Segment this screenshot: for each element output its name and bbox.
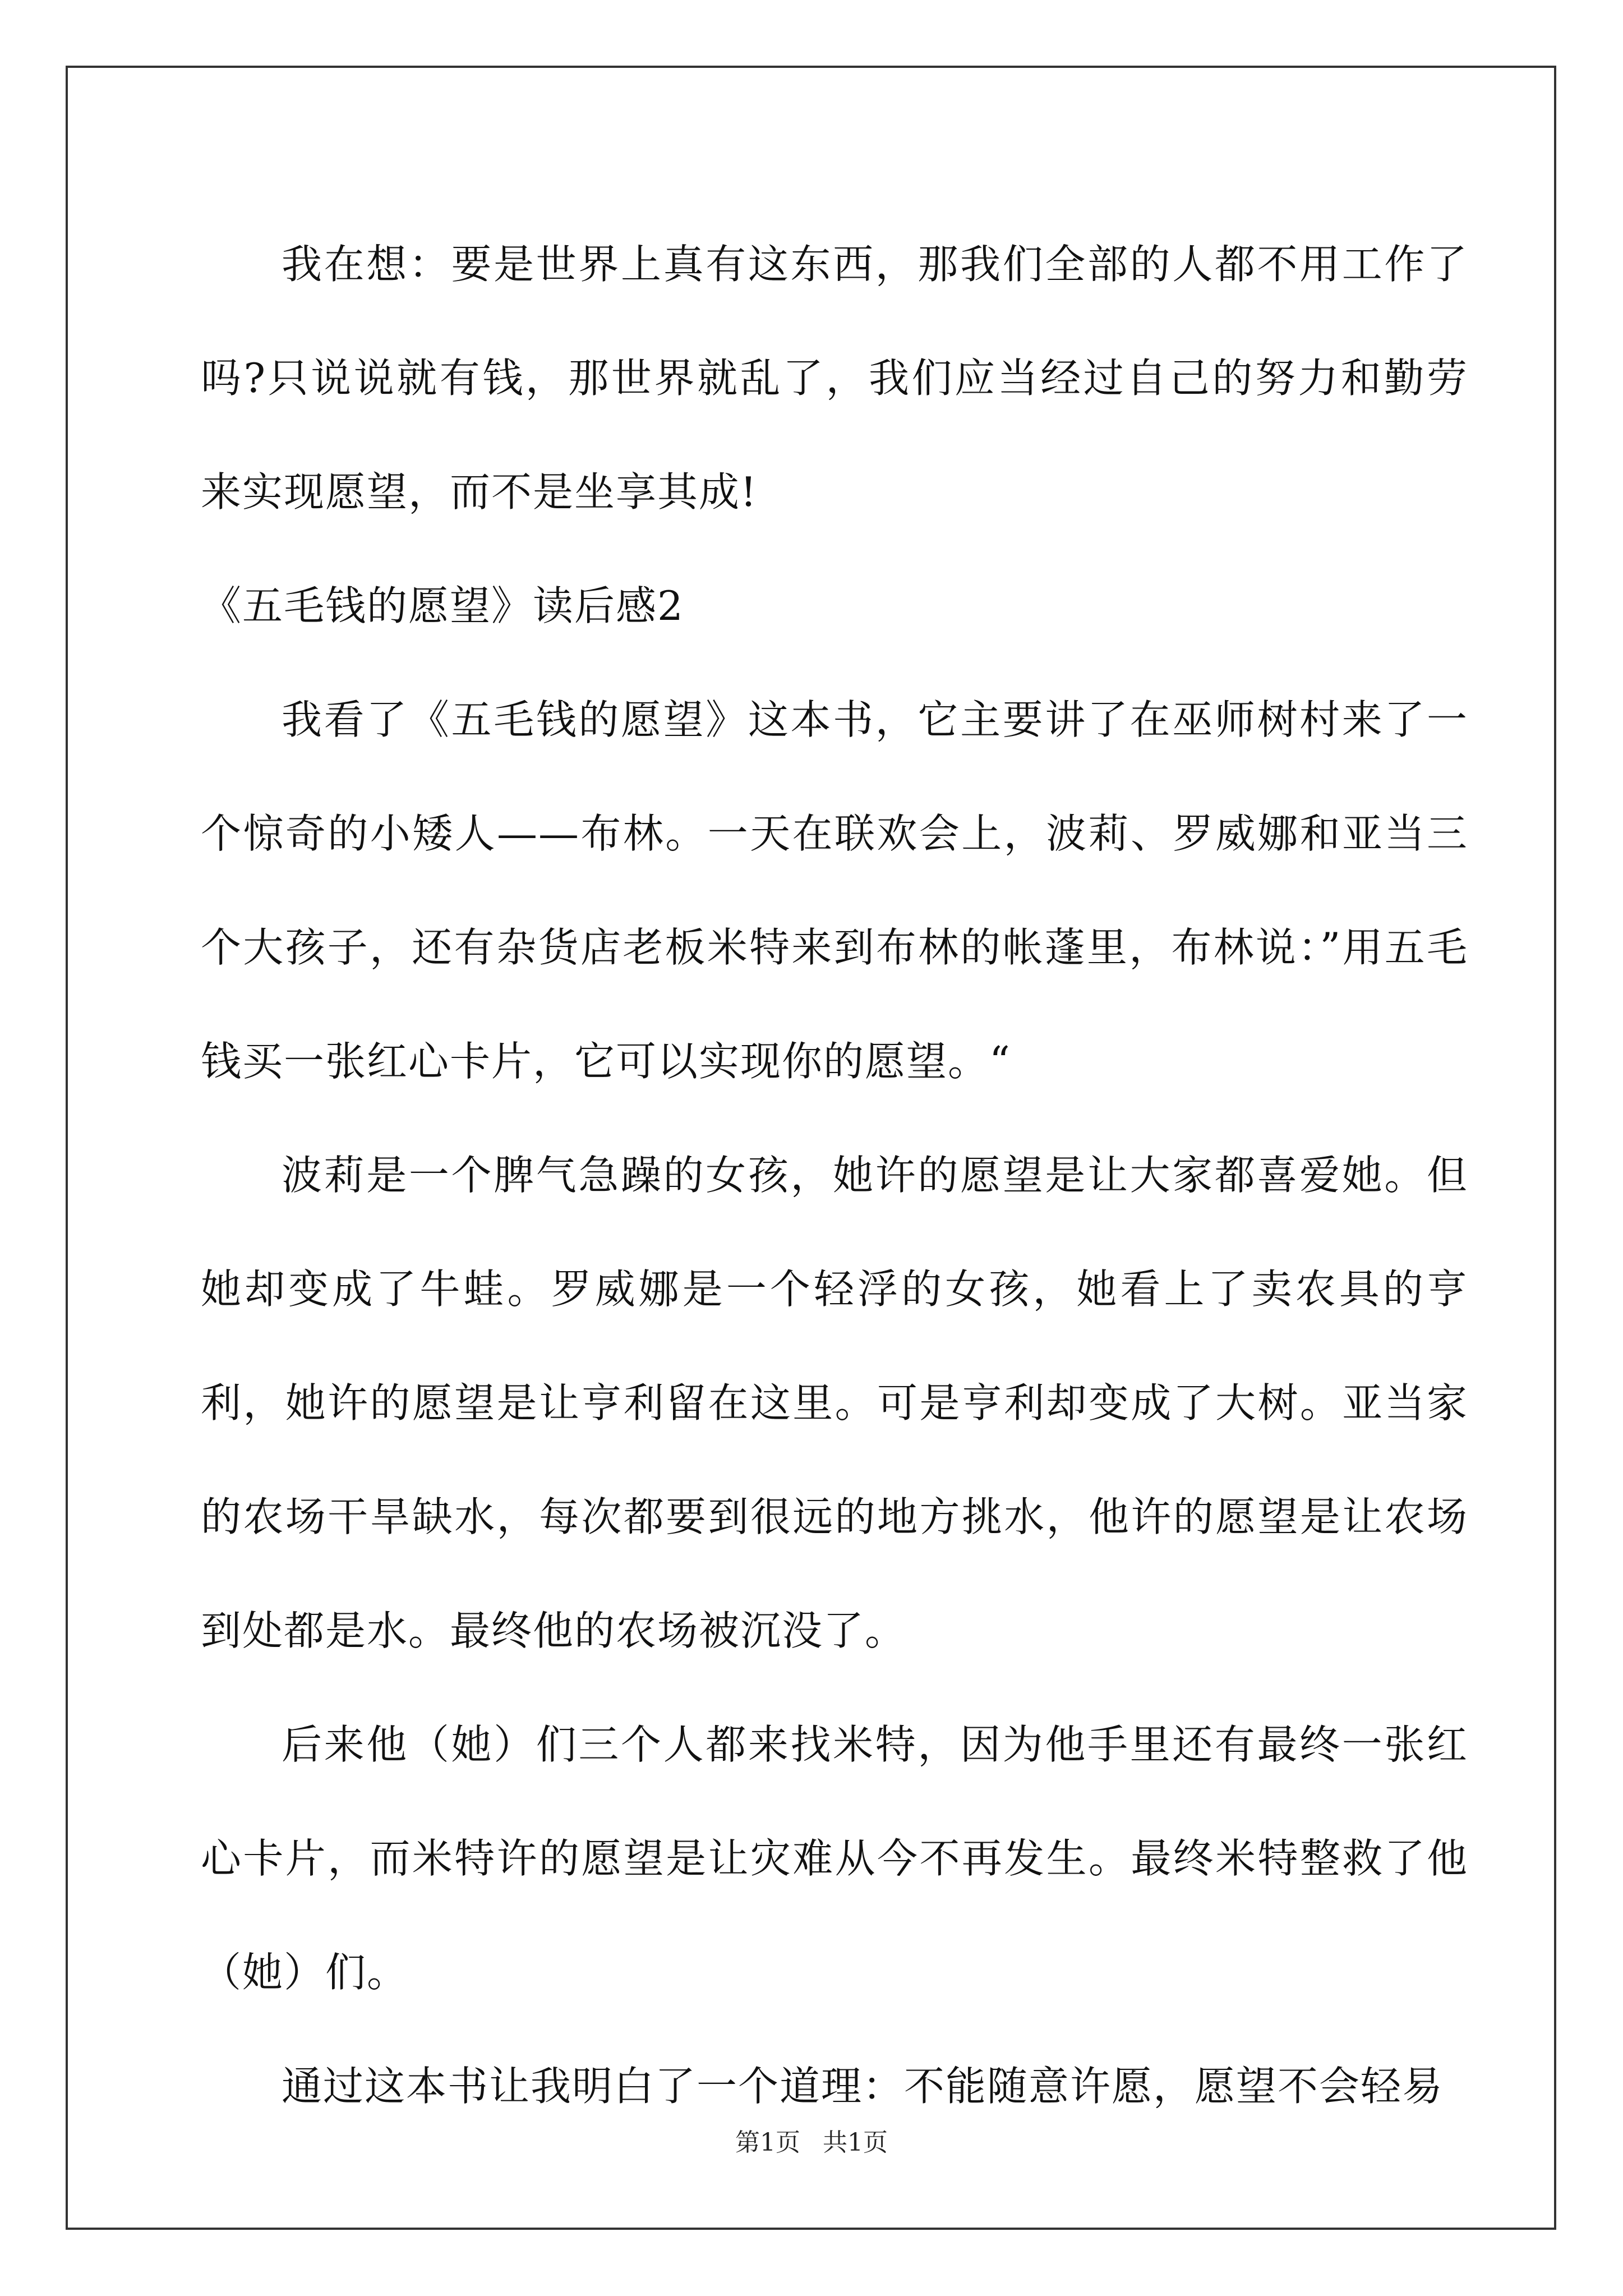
page-footer	[0, 2126, 1623, 2160]
document-body	[201, 208, 1468, 2143]
section-heading: 《五毛钱的愿望》读后感2	[201, 582, 684, 629]
paragraph: 后来他（她）们三个人都来找米特，因为他手里还有最终一张红心卡片，而米特许的愿望是让灾难从今不再发生。最终米特整救了他（她）们。	[201, 1721, 1468, 1996]
paragraph: 我看了《五毛钱的愿望》这本书，它主要讲了在巫师树村来了一个惊奇的小矮人——布林。一天在联欢会上，波莉、罗威娜和亚当三个大孩子，还有杂货店老板米特来到布林的帐蓬里，布林说：”用五毛钱买一张红心卡片，它可以实现你的愿望。“	[201, 696, 1468, 1085]
page-number: 第1页	[735, 2128, 800, 2157]
paragraph: 我在想：要是世界上真有这东西，那我们全部的人都不用工作了吗?只说说就有钱，那世界就乱了，我们应当经过自己的努力和勤劳来实现愿望，而不是坐享其成!	[201, 241, 1468, 516]
page-total: 共1页	[823, 2128, 888, 2157]
paragraph: 通过这本书让我明白了一个道理：不能随意许愿，愿望不会轻易	[282, 2063, 1444, 2110]
paragraph: 波莉是一个脾气急躁的女孩，她许的愿望是让大家都喜爱她。但她却变成了牛蛙。罗威娜是一个轻浮的女孩，她看上了卖农具的亨利，她许的愿望是让亨利留在这里。可是亨利却变成了大树。亚当家的农场干旱缺水，每次都要到很远的地方挑水，他许的愿望是让农场到处都是水。最终他的农场被沉没了。	[201, 1152, 1468, 1654]
